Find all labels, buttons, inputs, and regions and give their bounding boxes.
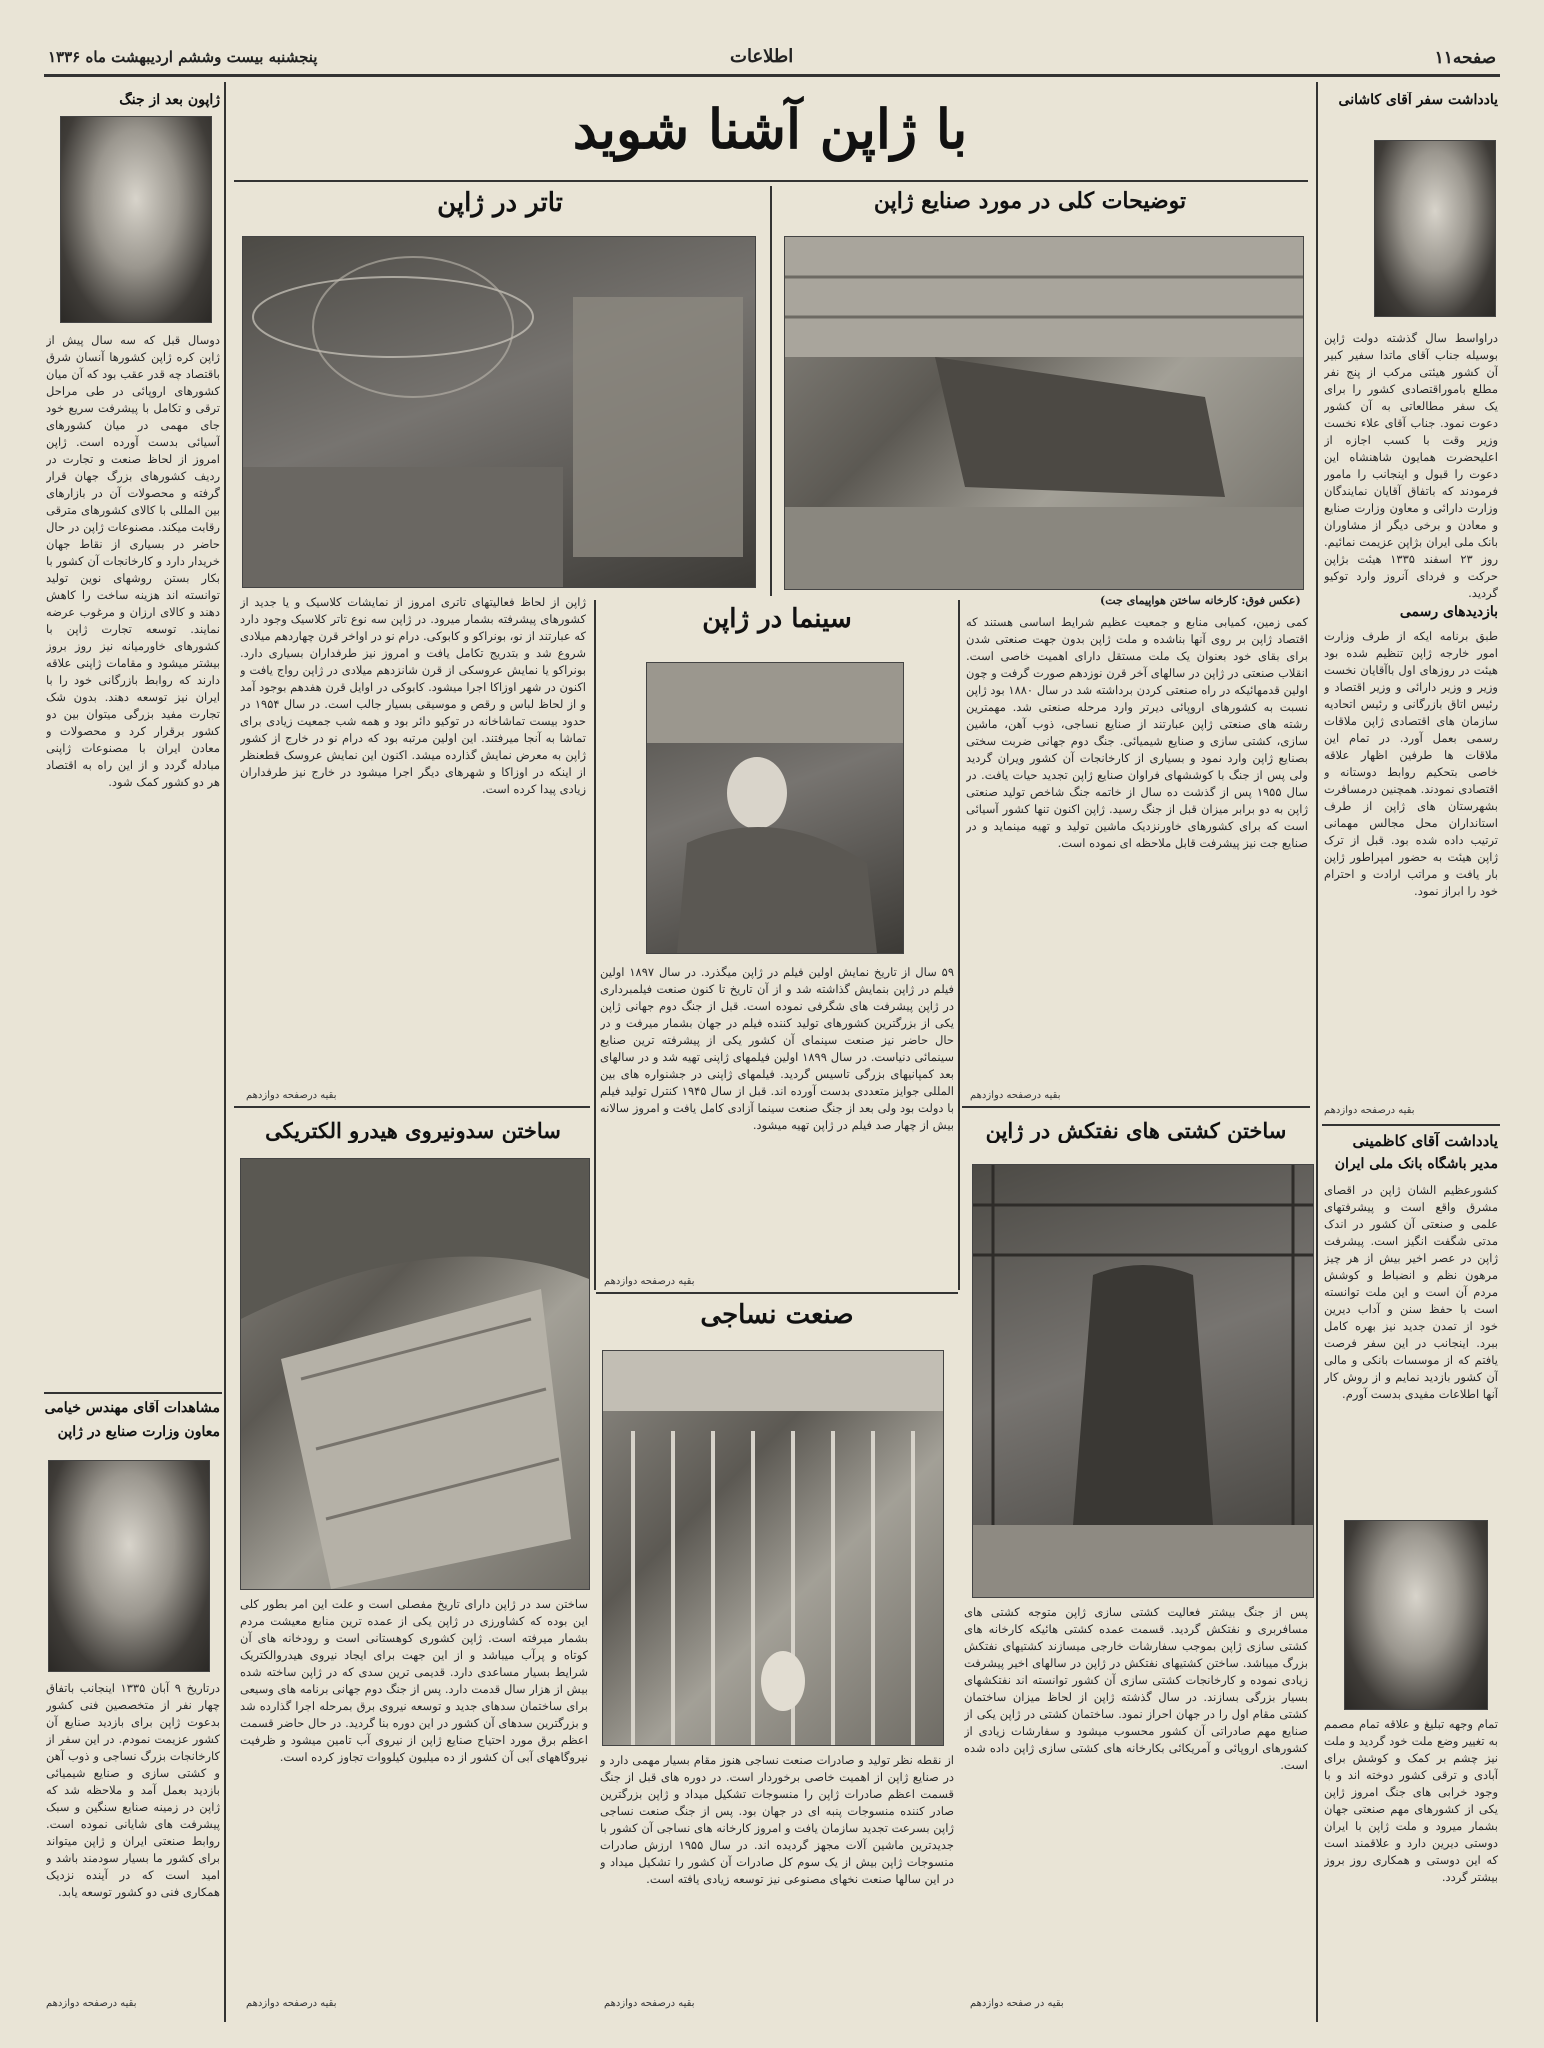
left-column-body: دوسال قبل که سه سال پیش از ژاپن کره ژاپن کشورها آنسان شرق باقتصاد چه قدر عقب بود که آن میان کشورهای اروپائی در طی مراحل ترقی و تکامل با پیشرفت سریع خود جای مهمی در میان کشورهای آسیائی بدست آورده است. ژاپن امروز از لحاظ صنعت و تجارت در ردیف کشورهای بزرگ جهان قرار گرفته و محصولات آن در بازارهای بین المللی با کالای کشورهای مترقی رقابت میکند. مصنوعات ژاپن در حال حاضر در بسیاری از نقاط جهان خریدار دارد و کارخانجات آن کشور با بکار بستن روشهای نوین تولید توانسته اند هزینه ساخت را کاهش دهند و کالای ارزان و مرغوب عرضه نمایند. توسعه تجارت ژاپن با کشورهای خاورمیانه نیز روز بروز بیشتر میشود و مقامات ژاپنی علاقه دارند که روابط بازرگانی خود را با ایران نیز توسعه دهند. بدون شک تجارت مفید بزرگی میتوان بین دو کشور برقرار کرد و محصولات و معادن ایران با مصنوعات ژاپنی مبادله گردد و از این راه به اقتصاد هر دو کشور کمک شود. [46, 333, 220, 789]
right-column-body: دراواسط سال گذشته دولت ژاپن بوسیله جناب آقای ماتدا سفیر کبیر آن کشور هیئتی مرکب از پنج نفر مطلع باموراقتصادی کشور را برای یک سفر مطالعاتی به آن کشور دعوت نمود. جناب آقای علاء نخست وزیر وقت با کسب اجازه از اعلیحضرت همایون شاهنشاه این دعوت را قبول و اینجانب را مامور فرمودند که باتفاق آقایان نمایندگان وزارت دارائی و معاون وزارت صنایع و معادن و برخی دیگر از مشاوران بانک ملی ایران بژاپن عزیمت نمائیم. روز ۲۳ اسفند ۱۳۳۵ هیئت بژاپن حرکت و فردای آنروز وارد توکیو گردید. [1324, 331, 1498, 600]
theater-title: تاتر در ژاپن [437, 188, 563, 218]
left-column-divider [224, 82, 226, 2022]
portrait-kashani [1374, 140, 1496, 317]
tankers-body: پس از جنگ بیشتر فعالیت کشتی سازی ژاپن متوجه کشتی های مسافربری و نفتکش گردید. قسمت عمده کشتی هائیکه کارخانه های کشتی سازی ژاپن بموجب سفارشات خارجی میسازند کشتیهای نفتکش بزرگ میباشد. ساختن کشتیهای نفتکش در ژاپن در سالهای اخیر پیشرفت زیادی نموده و کارخانجات کشتی سازی آن کشور توانسته اند نفتکشهای بسیار بزرگی بسازند. در سال گذشته ژاپن از لحاظ میزان ساختمان کشتی مقام اول را در جهان احراز نمود. ساختمان کشتی در ژاپن یکی از صنایع مهم صادراتی آن کشور محسوب میشود و سفارشات زیادی از کشورهای اروپائی و آمریکائی بکارخانه های کشتی سازی ژاپن داده شده است. [964, 1605, 1308, 1772]
main-title: با ژاپن آشنا شوید [572, 97, 968, 161]
right-column-title: یادداشت سفر آقای کاشانی [1338, 92, 1498, 108]
kazemini-body: کشورعظیم الشان ژاپن در اقصای مشرق واقع است و پیشرفتهای علمی و صنعتی آن کشور در اندک مدتی شگفت انگیز است. پیشرفت ژاپن در عصر اخیر بیش از هر چیز مرهون نظم و انضباط و کوشش مردم آن است و این ملت توانسته است با حفظ سنن و آداب دیرین خود از تمدن جدید نیز بهره کامل ببرد. اینجانب در این سفر فرصت یافتم که از موسسات بانکی و مالی آن کشور بازدید نمایم و از روش کار آنها اطلاعات مفیدی بدست آورم. [1324, 1183, 1498, 1401]
cinema-continued: بقیه درصفحه دوازدهم [604, 1276, 695, 1287]
industry-continued: بقیه درصفحه دوازدهم [970, 1090, 1061, 1101]
portrait-khayami [48, 1460, 210, 1672]
tankers-continued: بقیه در صفحه دوازدهم [970, 1998, 1064, 2009]
cinema-still-photo [646, 662, 904, 954]
cinema-body: ۵۹ سال از تاریخ نمایش اولین فیلم در ژاپن میگذرد. در سال ۱۸۹۷ اولین فیلم در ژاپن بنمایش گذاشته شد و از آن تاریخ تا کنون صنعت فیلمبرداری در ژاپن پیشرفت های شگرفی نموده است. قبل از جنگ دوم جهانی ژاپن یکی از بزرگترین کشورهای تولید کننده فیلم در جهان بشمار میرفت و در حال حاضر نیز صنعت سینمای آن کشور یکی از پیشرفته ترین صنایع سینمائی دنیاست. در سال ۱۸۹۹ اولین فیلمهای ژاپنی تهیه شد و در سالهای بعد کمپانیهای بزرگی تاسیس گردید. فیلمهای ژاپنی در جشنواره های بین المللی جوایز متعددی بدست آورده اند. قبل از سال ۱۹۴۵ کنترل تولید فیلم با دولت بود ولی بعد از جنگ صنعت سینما آزادی کامل یافت و امروز سالانه بیش از چهار صد فیلم در ژاپن تهیه میشود. [600, 965, 954, 1132]
tankers-title: ساختن کشتی های نفتکش در ژاپن [985, 1118, 1287, 1143]
page-number: صفحه۱۱ [1434, 48, 1496, 68]
right-column-body-2: طبق برنامه ایکه از طرف وزارت امور خارجه ژاپن تنظیم شده بود هیئت در روزهای اول باآقایان نخست وزیر و وزیر دارائی و وزیر اقتصاد و رئیس اتاق بازرگانی و رئیس اتحادیه سازمان های اقتصادی ژاپن ملاقات رسمی بعمل آورد. در تمام این ملاقات ها طرفین اظهار علاقه خاصی بتحکیم روابط دوستانه و اقتصادی نمودند. همچنین درمسافرت بشهرستان های ژاپن از طرف استانداران محل مجالس مهمانی ترتیب داده شده بود. قبل از ترک ژاپن هیئت به حضور امپراطور ژاپن بار یافت و مراتب ارادت و احترام خود را ابراز نمود. [1324, 629, 1498, 898]
industry-divider [770, 186, 772, 596]
right-column-divider [1316, 82, 1318, 2022]
textile-top-rule [596, 1292, 958, 1294]
hydro-continued: بقیه درصفحه دوازدهم [246, 1998, 337, 2009]
right-column-subhead: بازدیدهای رسمی [1399, 604, 1498, 620]
dam-photo [240, 1158, 590, 1590]
jet-factory-photo [784, 236, 1304, 590]
hydro-title: ساختن سدونیروی هیدرو الکتریکی [265, 1118, 561, 1143]
textile-continued: بقیه درصفحه دوازدهم [604, 1998, 695, 2009]
portrait-post-war [60, 116, 212, 323]
kazemini-title: یادداشت آقای کاظمینی [1352, 1132, 1498, 1150]
khayami-subtitle: معاون وزارت صنایع در ژاپن [57, 1424, 220, 1440]
issue-date: پنجشنبه بیست وششم اردیبهشت ماه ۱۳۳۶ [48, 48, 318, 66]
textile-body: از نقطه نظر تولید و صادرات صنعت نساجی هنوز مقام بسیار مهمی دارد و در صنایع ژاپن از اهمیت خاصی برخوردار است. در دوره های قبل از جنگ قسمت اعظم صادرات ژاپن را منسوجات تشکیل میداد و ژاپن بزرگترین صادر کننده منسوجات پنبه ای در جهان بود. پس از جنگ صنعت نساجی ژاپن بسرعت تجدید سازمان یافت و امروز کارخانه های نساجی آن کشور با جدیدترین ماشین آلات مجهز گردیده اند. در سال ۱۹۵۵ ارزش صادرات منسوجات ژاپن بیش از یک سوم کل صادرات آن کشور را تشکیل میداد و در این سالها صنعت نخهای مصنوعی نیز توسعه زیادی یافته است. [600, 1753, 954, 1886]
textile-mill-photo [602, 1350, 944, 1746]
industry-bottom-rule [962, 1106, 1310, 1108]
shipyard-photo [972, 1164, 1314, 1598]
right-column-continued: بقیه درصفحه دوازدهم [1324, 1105, 1415, 1116]
theater-continued: بقیه درصفحه دوازدهم [246, 1090, 337, 1101]
industry-body: کمی زمین، کمیابی منابع و جمعیت عظیم شرایط اساسی هستند که اقتصاد ژاپن بر روی آنها بناشده و ملت ژاپن بدون جهت صنعتی شدن برای بقای خود بعنوان یک ملت مستقل دارای اهمیت خاصی است. انقلاب صنعتی در ژاپن در سالهای آخر قرن نوزدهم صورت گرفت و چون اولین قدمهائیکه در راه صنعتی کردن برداشته شد در سال ۱۸۸۰ بود ژاپن نسبت به کشورهای اروپائی دیرتر وارد مرحله صنعتی شد. مهمترین رشته های صنعتی ژاپن عبارتند از صنایع نساجی، ذوب آهن، ماشین سازی، کشتی سازی و صنایع شیمیائی. جنگ دوم جهانی ضربت سختی بصنایع ژاپن وارد نمود و بسیاری از کارخانجات آن کشور ویران گردید ولی پس از جنگ با کوششهای فراوان صنایع ژاپن تجدید حیات یافت. در سال ۱۹۵۵ پس از گذشت ده سال از خاتمه جنگ شاخص تولید صنعتی ژاپن به دو برابر میزان قبل از جنگ رسید. ژاپن اکنون تنها کشور آسیائی است که برای کشورهای خاورنزدیک ماشین تولید و تهیه مینماید و در صنایع جت نیز پیشرفت قابل ملاحظه ای نموده است. [966, 615, 1308, 850]
left-box-rule [44, 1392, 222, 1394]
paper-name: اطلاعات [730, 46, 794, 67]
cinema-box-right [958, 600, 960, 1290]
jet-photo-caption: (عکس فوق: کارخانه ساختن هواپیمای جت) [1100, 594, 1301, 607]
theater-bottom-rule [234, 1106, 590, 1108]
left-column-title: ژاپون بعد از جنگ [119, 92, 220, 108]
kazemini-body-2: تمام وجهه تبلیغ و علاقه تمام مصمم به تغییر وضع ملت خود گردید و ملت نیز چشم بر کمک و کوشش برای آبادی و ترقی کشور دوخته اند و با وجود خرابی های جنگ امروز ژاپن یکی از کشورهای مهم صنعتی جهان بشمار میرود و ملت ژاپن با ایران دوستی دیرین دارد و علاقمند است که این دوستی و همکاری روز بروز بیشتر گردد. [1324, 1717, 1498, 1884]
cinema-box-left [594, 600, 596, 1290]
hydro-body: ساختن سد در ژاپن دارای تاریخ مفصلی است و علت این امر بطور کلی این بوده که کشاورزی در ژاپن یکی از عمده ترین منابع معیشت مردم بشمار میرفته است. ژاپن کشوری کوهستانی است و رودخانه های آن کوتاه و پرآب میباشد و از این جهت برای ایجاد نیروی هیدروالکتریک شرایط بسیار مساعدی دارد. قدیمی ترین سدی که در ژاپن ساخته شده بیش از هزار سال قدمت دارد. پس از جنگ دوم جهانی برنامه های وسیعی برای ساختمان سدهای جدید و توسعه نیروی برق بمرحله اجرا گذارده شد و بزرگترین سدهای آن کشور در این دوره بنا گردید. در حال حاضر قسمت اعظم برق مورد احتیاج صنایع ژاپن از نیروی آب تامین میشود و ظرفیت نیروگاههای آبی آن کشور از ده میلیون کیلووات تجاوز کرده است. [240, 1597, 588, 1764]
right-box-rule [1322, 1124, 1500, 1126]
khayami-body: درتاریخ ۹ آبان ۱۳۳۵ اینجانب باتفاق چهار نفر از متخصصین فنی کشور بدعوت ژاپن برای بازدید صنایع آن کشور عزیمت نمودم. در این سفر از کارخانجات بزرگ نساجی و ذوب آهن و کشتی سازی و صنایع شیمیائی بازدید بعمل آمد و ملاحظه شد که ژاپن در زمینه صنایع سنگین و سبک پیشرفت های شایانی نموده است. روابط صنعتی ایران و ژاپن میتواند برای کشور ما بسیار سودمند باشد و امید است که در آینده نزدیک همکاری فنی دو کشور توسعه یابد. [46, 1681, 220, 1899]
kazemini-subtitle: مدیر باشگاه بانک ملی ایران [1334, 1156, 1498, 1172]
textile-title: صنعت نساجی [700, 1300, 854, 1330]
khayami-title: مشاهدات آقای مهندس خیامی [44, 1400, 220, 1416]
theater-photo [242, 236, 756, 588]
portrait-kazemini [1344, 1520, 1488, 1710]
left-column-continued: بقیه درصفحه دوازدهم [46, 1998, 137, 2009]
industry-title: توضیحات کلی در مورد صنایع ژاپن [873, 188, 1187, 214]
theater-body: ژاپن از لحاظ فعالیتهای تاتری امروز از نمایشات کلاسیک و یا جدید از کشورهای پیشرفته بشمار میرود. در ژاپن سه نوع تاتر کلاسیک وجود دارد که عبارتند از نو، بونراکو و کابوکی. درام نو در اواخر قرن چهاردهم میلادی شروع شد و بتدریج تکامل یافت و امروز نیز طرفداران بسیاری دارد. بونراکو یا نمایش عروسکی از قرن شانزدهم میلادی در ژاپن رواج یافت و اکنون در شهر اوزاکا اجرا میشود. کابوکی در اوایل قرن هفدهم بوجود آمد و از لحاظ لباس و رقص و موسیقی بسیار جالب است. در سال ۱۹۵۴ در حدود بیست تماشاخانه در توکیو دائر بود و همه شب جمعیت زیادی برای تماشا به آنجا میرفتند. این اولین مرتبه بود که درام نو در خارج از کشور ژاپن به معرض نمایش گذارده میشد. اکنون این نمایش عروسک قطعنظر از اینکه در اوزاکا و شهرهای دیگر اجرا میشود در خارج نیز طرفداران زیادی پیدا کرده است. [240, 595, 586, 796]
header-rule [44, 74, 1500, 77]
title-rule [234, 180, 1308, 182]
cinema-title: سینما در ژاپن [702, 604, 852, 634]
